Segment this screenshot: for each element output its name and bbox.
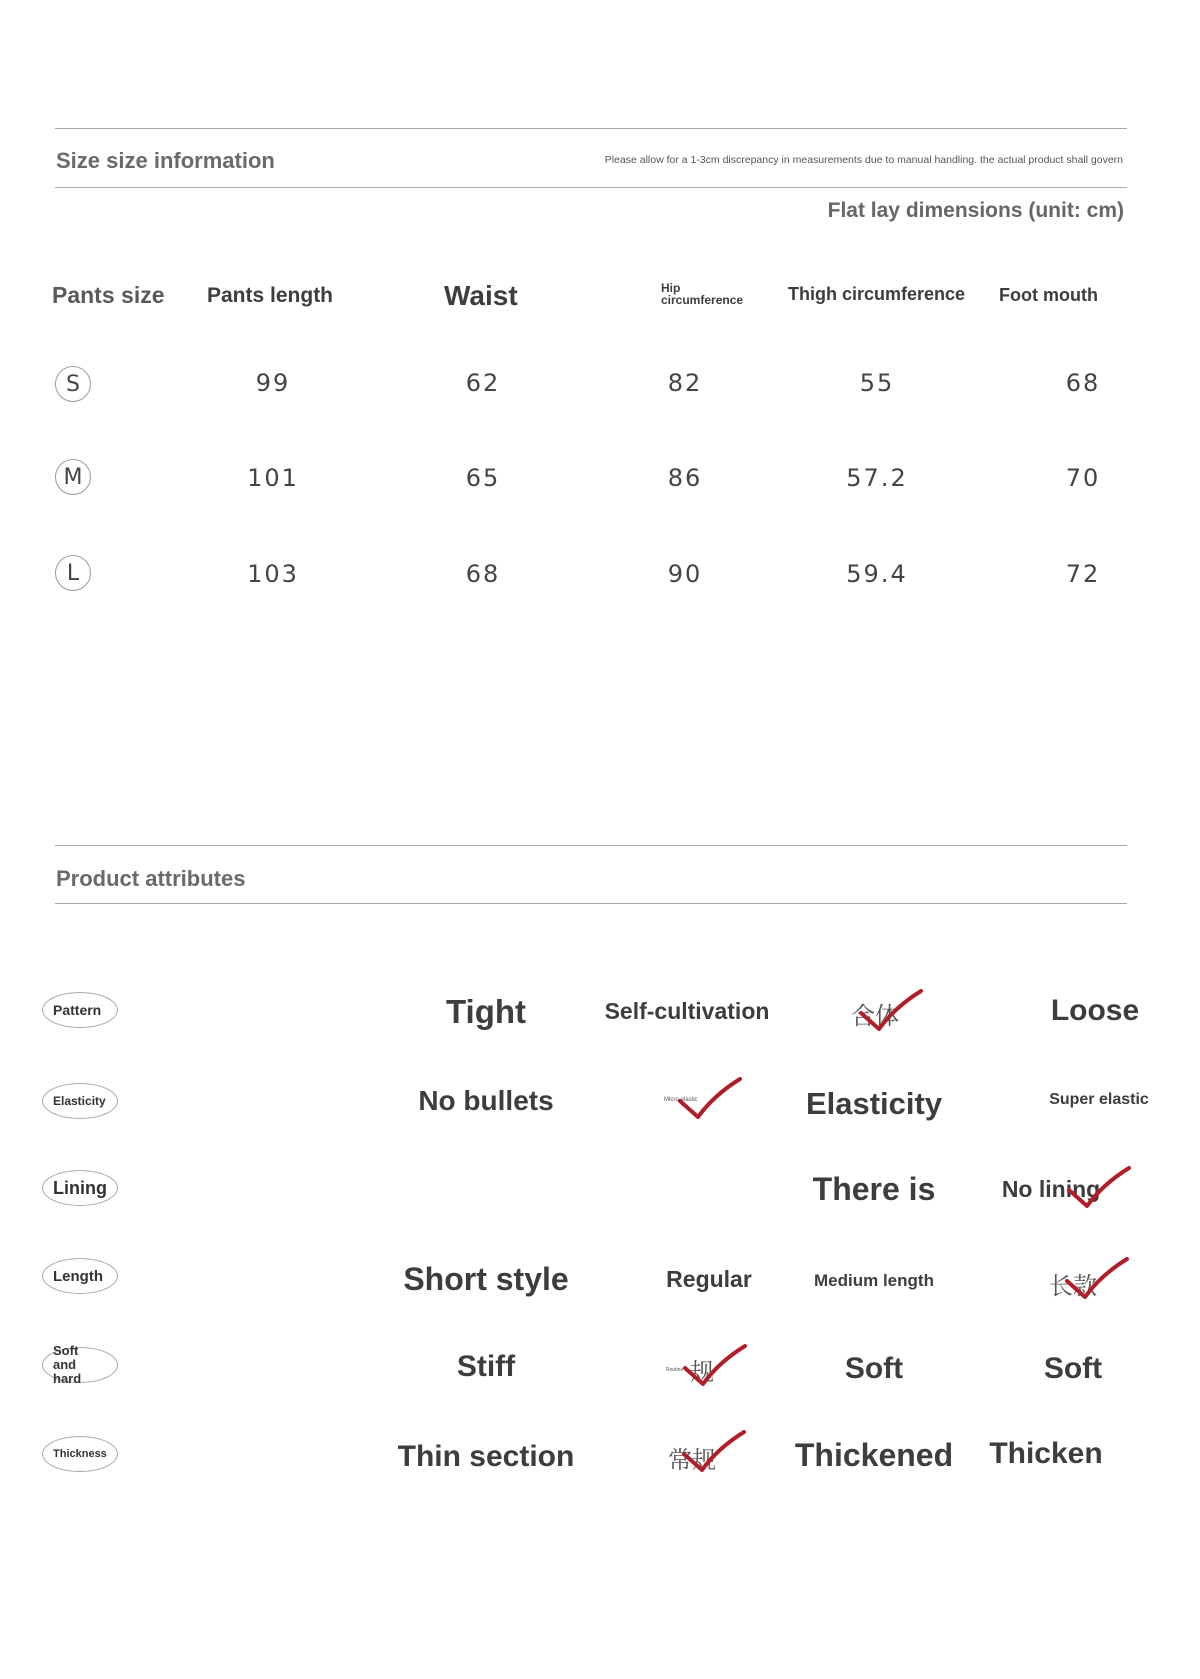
opt-regular-cn: 规 xyxy=(690,1358,714,1386)
header-waist: Waist xyxy=(444,280,518,311)
opt-short-style: Short style xyxy=(403,1261,569,1297)
size-section-title: Size size information xyxy=(56,148,275,173)
opt-routine-small: Routine xyxy=(666,1367,684,1373)
attr-label-pattern: Pattern xyxy=(42,992,118,1028)
checkmark-icon xyxy=(855,987,925,1035)
attr-label-soft-and-hard: Soft and hard xyxy=(42,1347,118,1383)
cell-s-waist: 62 xyxy=(465,369,501,397)
cell-m-length: 101 xyxy=(247,464,299,492)
cell-l-waist: 68 xyxy=(465,560,501,588)
header-hip-circumference: Hip circumference xyxy=(661,281,744,307)
opt-no-lining: No lining xyxy=(1001,1176,1101,1202)
cell-l-hip: 90 xyxy=(667,560,703,588)
cell-l-foot: 72 xyxy=(1065,560,1101,588)
opt-fit-cn: 合体 xyxy=(851,1002,899,1030)
header-thigh-circumference: Thigh circumference xyxy=(788,284,966,304)
attributes-title-rule xyxy=(55,903,1127,904)
cell-s-hip: 82 xyxy=(667,369,703,397)
cell-s-length: 99 xyxy=(255,369,291,397)
header-pants-length: Pants length xyxy=(207,284,334,307)
opt-thickened: Thickened xyxy=(794,1437,954,1473)
opt-there-is: There is xyxy=(812,1171,936,1207)
opt-self-cultivation: Self-cultivation xyxy=(604,998,770,1024)
opt-regular: Regular xyxy=(666,1266,752,1292)
attr-label-length: Length xyxy=(42,1258,118,1294)
checkmark-icon xyxy=(1061,1255,1131,1303)
size-badge-m: M xyxy=(55,459,91,495)
cell-m-hip: 86 xyxy=(667,464,703,492)
attr-label-elasticity: Elasticity xyxy=(42,1083,118,1119)
cell-m-thigh: 57.2 xyxy=(846,464,908,492)
attributes-top-rule xyxy=(55,845,1127,846)
opt-loose: Loose xyxy=(1050,994,1140,1027)
opt-thicken: Thicken xyxy=(989,1437,1103,1470)
size-badge-l: L xyxy=(55,555,91,591)
checkmark-icon xyxy=(679,1342,749,1390)
opt-medium-length: Medium length xyxy=(814,1271,934,1290)
opt-long-cn: 长款 xyxy=(1049,1272,1097,1300)
header-pants-size: Pants size xyxy=(52,282,165,308)
cell-s-foot: 68 xyxy=(1065,369,1101,397)
opt-thin-section: Thin section xyxy=(397,1440,575,1473)
top-rule xyxy=(55,128,1127,129)
checkmark-icon xyxy=(1063,1164,1133,1212)
opt-tight: Tight xyxy=(445,993,527,1030)
opt-stiff: Stiff xyxy=(456,1350,516,1383)
cell-m-foot: 70 xyxy=(1065,464,1101,492)
attr-label-lining: Lining xyxy=(42,1170,118,1206)
opt-soft-1: Soft xyxy=(844,1352,904,1385)
size-badge-s: S xyxy=(55,366,91,402)
attributes-section-title: Product attributes xyxy=(56,866,246,891)
opt-no-bullets: No bullets xyxy=(418,1085,554,1116)
opt-micro-elastic: Micro-elastic xyxy=(664,1097,698,1103)
cell-m-waist: 65 xyxy=(465,464,501,492)
opt-soft-2: Soft xyxy=(1043,1352,1103,1385)
cell-l-thigh: 59.4 xyxy=(846,560,908,588)
unit-label: Flat lay dimensions (unit: cm) xyxy=(827,199,1124,222)
checkmark-icon xyxy=(674,1075,744,1123)
opt-super-elastic: Super elastic xyxy=(1049,1091,1149,1108)
opt-elasticity: Elasticity xyxy=(805,1086,943,1121)
opt-routine-cn: 常规 xyxy=(668,1446,716,1474)
attr-label-thickness: Thickness xyxy=(42,1436,118,1472)
checkmark-icon xyxy=(678,1428,748,1476)
size-title-rule xyxy=(55,187,1127,188)
cell-l-length: 103 xyxy=(247,560,299,588)
measurement-note: Please allow for a 1-3cm discrepancy in measurements due to manual handling. the actual product shall govern xyxy=(604,154,1123,166)
cell-s-thigh: 55 xyxy=(859,369,895,397)
header-foot-mouth: Foot mouth xyxy=(999,285,1098,305)
